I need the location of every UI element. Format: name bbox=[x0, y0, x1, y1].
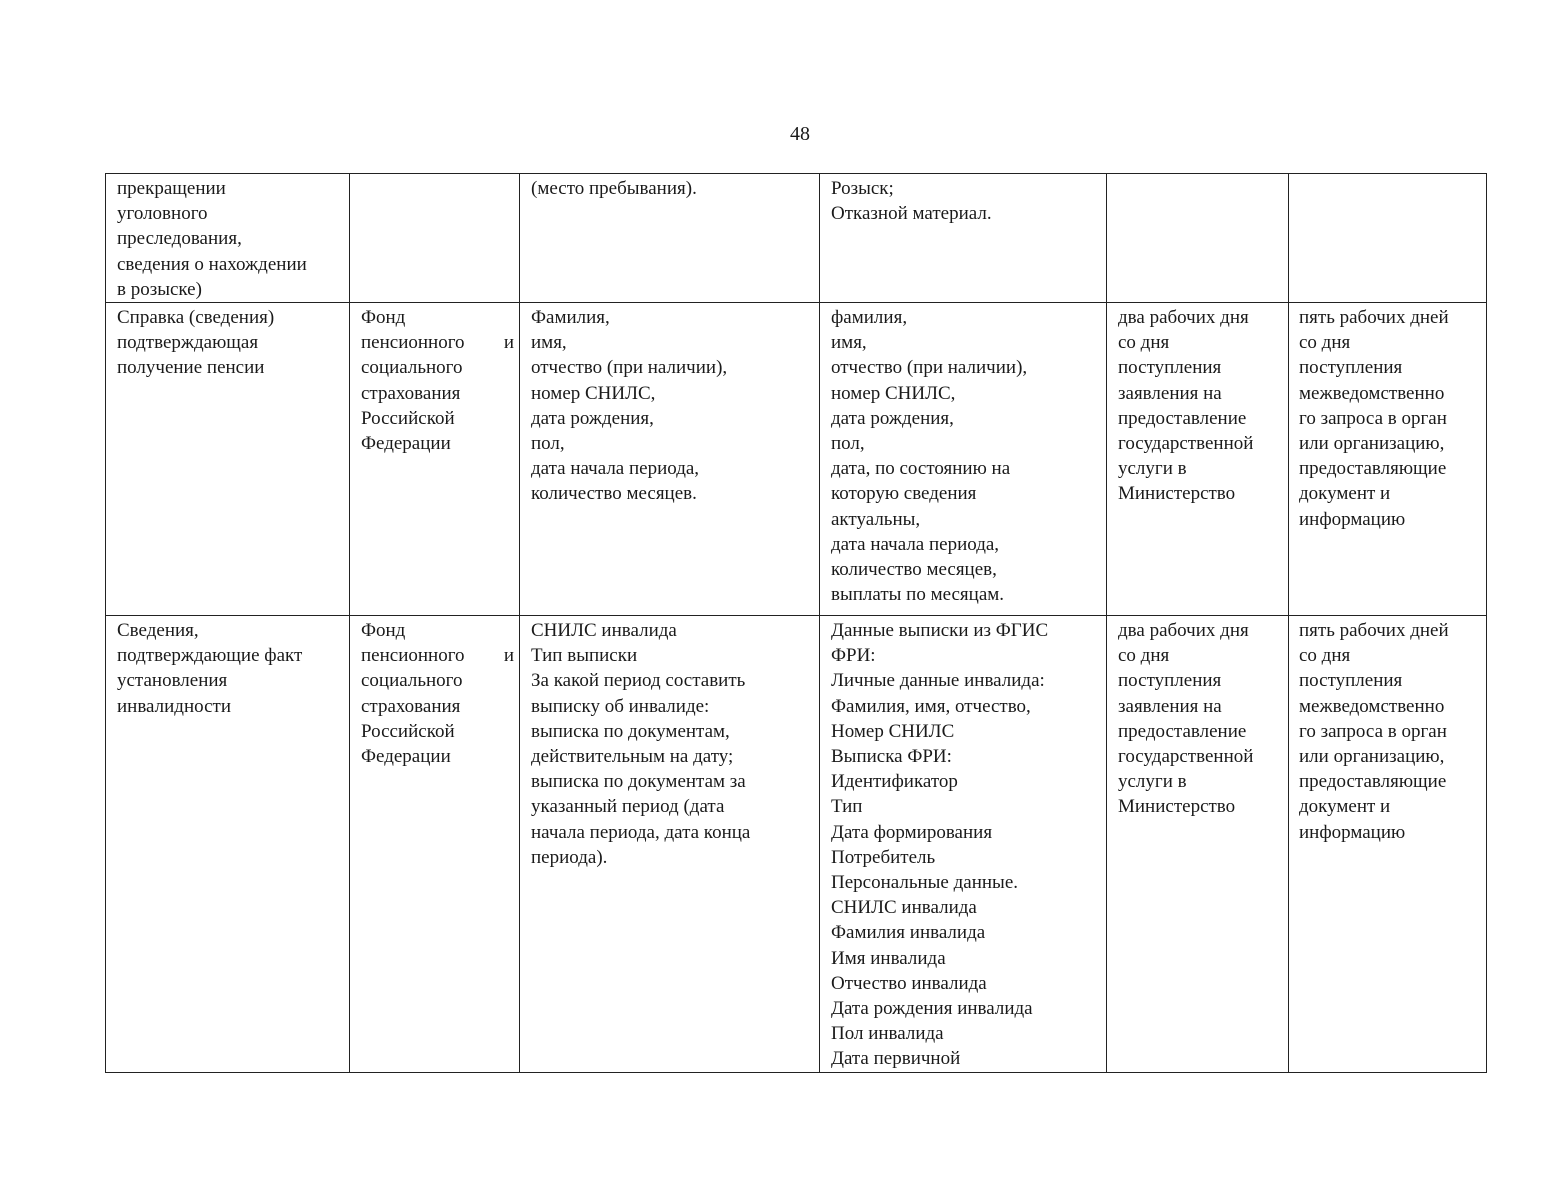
cell-text-line: Фамилия, имя, отчество, bbox=[831, 695, 1031, 717]
cell-text-line: СНИЛС инвалида bbox=[831, 897, 977, 919]
cell-text-line: отчество (при наличии), bbox=[831, 357, 1028, 379]
cell-text-line: го запроса в орган bbox=[1299, 407, 1447, 429]
cell-text-line: Федерации bbox=[361, 746, 451, 768]
cell-text-line bbox=[361, 643, 514, 668]
cell-text-line: Выписка ФРИ: bbox=[831, 746, 952, 768]
cell-request-deadline bbox=[1107, 174, 1289, 303]
cell-document-name bbox=[106, 303, 350, 616]
table-row-pension-certificate bbox=[106, 303, 1487, 616]
cell-text-line: страхования bbox=[361, 382, 461, 404]
cell-text-line: выплаты по месяцам. bbox=[831, 584, 1005, 606]
cell-text-line: Дата формирования bbox=[831, 821, 993, 843]
cell-text-line: Имя инвалида bbox=[831, 947, 946, 969]
cell-text-line: документ и bbox=[1299, 483, 1391, 505]
cell-text-line: Персональные данные. bbox=[831, 872, 1019, 894]
cell-text-line: Личные данные инвалида: bbox=[831, 670, 1045, 692]
cell-response-deadline bbox=[1289, 303, 1487, 616]
cell-text-line: Российской bbox=[361, 720, 455, 742]
cell-request-fields bbox=[520, 303, 820, 616]
cell-text-line: дата начала периода, bbox=[831, 533, 1000, 555]
cell-text-line: дата рождения, bbox=[831, 407, 954, 429]
cell-text-line: СНИЛС инвалида bbox=[531, 620, 677, 642]
cell-text-line: предоставляющие bbox=[1299, 771, 1447, 793]
cell-text-line: Идентификатор bbox=[831, 771, 958, 793]
cell-text-line: Тип выписки bbox=[531, 645, 638, 667]
cell-text-line: Российской bbox=[361, 407, 455, 429]
cell-text-line: социального bbox=[361, 670, 463, 692]
cell-text-line: межведомственно bbox=[1299, 695, 1445, 717]
cell-text-line: со дня bbox=[1118, 645, 1170, 667]
cell-text-line: Фамилия инвалида bbox=[831, 922, 986, 944]
cell-text-line: номер СНИЛС, bbox=[531, 382, 656, 404]
cell-text-line: уголовного bbox=[117, 203, 208, 225]
cell-text-line: пол, bbox=[831, 433, 865, 455]
cell-text-line: предоставление bbox=[1118, 720, 1247, 742]
cell-text-word: пенсионного bbox=[361, 645, 465, 667]
cell-text-line: поступления bbox=[1118, 357, 1222, 379]
cell-text-line: выписка по документам за bbox=[531, 771, 746, 793]
cell-request-fields bbox=[520, 616, 820, 1073]
cell-text-line: предоставляющие bbox=[1299, 458, 1447, 480]
cell-text-line: Федерации bbox=[361, 433, 451, 455]
cell-text-line: поступления bbox=[1299, 670, 1403, 692]
cell-text-line: Отказной материал. bbox=[831, 203, 992, 225]
cell-text-line: преследования, bbox=[117, 228, 242, 250]
cell-text-line: дата рождения, bbox=[531, 407, 654, 429]
cell-text-line: фамилия, bbox=[831, 307, 908, 329]
cell-request-deadline bbox=[1107, 616, 1289, 1073]
cell-document-name bbox=[106, 174, 350, 303]
cell-text-line: выписка по документам, bbox=[531, 720, 730, 742]
cell-text-line: услуги в bbox=[1118, 771, 1187, 793]
cell-text-line: действительным на дату; bbox=[531, 746, 734, 768]
cell-text-line: или организацию, bbox=[1299, 746, 1445, 768]
cell-text-line: Министерство bbox=[1118, 796, 1236, 818]
cell-text-line: сведения о нахождении bbox=[117, 253, 307, 275]
cell-text-line: имя, bbox=[531, 332, 567, 354]
cell-text-line: пол, bbox=[531, 433, 565, 455]
table-body bbox=[106, 174, 1487, 1073]
cell-text-line: (место пребывания). bbox=[531, 178, 697, 199]
data-table bbox=[105, 173, 1487, 1073]
table-row-criminal-prosecution bbox=[106, 174, 1487, 303]
cell-text-line: начала периода, дата конца bbox=[531, 821, 751, 843]
cell-text-line: получение пенсии bbox=[117, 357, 265, 379]
cell-text-line: За какой период составить bbox=[531, 670, 746, 692]
cell-text-line: социального bbox=[361, 357, 463, 379]
cell-text-line: страхования bbox=[361, 695, 461, 717]
cell-text-line: заявления на bbox=[1118, 382, 1222, 404]
table-row-disability-info bbox=[106, 616, 1487, 1073]
cell-text-line: установления bbox=[117, 670, 228, 692]
cell-text-word: и bbox=[503, 332, 514, 354]
cell-text-line: количество месяцев, bbox=[831, 559, 997, 581]
cell-text-line: Сведения, bbox=[117, 620, 199, 642]
cell-provider bbox=[350, 303, 520, 616]
cell-request-fields bbox=[520, 174, 820, 303]
cell-text-line: межведомственно bbox=[1299, 382, 1445, 404]
cell-response-deadline bbox=[1289, 174, 1487, 303]
cell-text-line: имя, bbox=[831, 332, 867, 354]
cell-request-deadline bbox=[1107, 303, 1289, 616]
cell-text-line: Министерство bbox=[1118, 483, 1236, 505]
cell-response-fields bbox=[820, 303, 1107, 616]
cell-text-line: документ и bbox=[1299, 796, 1391, 818]
cell-text-line: прекращении bbox=[117, 178, 226, 199]
cell-text-line: государственной bbox=[1118, 746, 1254, 768]
cell-text-line: информацию bbox=[1299, 821, 1406, 843]
cell-text-line: Дата первичной bbox=[831, 1048, 961, 1070]
cell-text-line: которую сведения bbox=[831, 483, 977, 505]
cell-text-line: ФРИ: bbox=[831, 645, 876, 667]
cell-text-line: Отчество инвалида bbox=[831, 972, 987, 994]
cell-text-line: пять рабочих дней bbox=[1299, 620, 1449, 642]
cell-text-line: предоставление bbox=[1118, 407, 1247, 429]
cell-text-line: два рабочих дня bbox=[1118, 307, 1249, 329]
cell-provider bbox=[350, 616, 520, 1073]
cell-text-line: со дня bbox=[1299, 645, 1351, 667]
cell-text-line: поступления bbox=[1299, 357, 1403, 379]
cell-text-line: дата начала периода, bbox=[531, 458, 700, 480]
cell-text-line: Потребитель bbox=[831, 846, 936, 868]
cell-text-line: или организацию, bbox=[1299, 433, 1445, 455]
cell-response-fields bbox=[820, 174, 1107, 303]
cell-text-line: два рабочих дня bbox=[1118, 620, 1249, 642]
cell-text-line: инвалидности bbox=[117, 695, 232, 717]
cell-provider bbox=[350, 174, 520, 303]
cell-text-line: в розыске) bbox=[117, 278, 202, 300]
cell-text-line: Фамилия, bbox=[531, 307, 610, 329]
cell-text-line: Фонд bbox=[361, 307, 406, 329]
cell-text-line: Тип bbox=[831, 796, 863, 818]
cell-text-line: подтверждающая bbox=[117, 332, 259, 354]
cell-text-line: периода). bbox=[531, 846, 608, 868]
cell-text-line: со дня bbox=[1118, 332, 1170, 354]
cell-response-deadline bbox=[1289, 616, 1487, 1073]
cell-text-line: Фонд bbox=[361, 620, 406, 642]
cell-text-line bbox=[361, 330, 514, 355]
cell-text-word: и bbox=[503, 645, 514, 667]
cell-response-fields bbox=[820, 616, 1107, 1073]
cell-text-line: отчество (при наличии), bbox=[531, 357, 728, 379]
cell-text-line: со дня bbox=[1299, 332, 1351, 354]
cell-text-line: Номер СНИЛС bbox=[831, 720, 955, 742]
cell-text-line: пять рабочих дней bbox=[1299, 307, 1449, 329]
page-number: 48 bbox=[790, 123, 810, 145]
cell-text-line: Справка (сведения) bbox=[117, 307, 275, 329]
cell-text-line: государственной bbox=[1118, 433, 1254, 455]
cell-text-line: количество месяцев. bbox=[531, 483, 697, 505]
cell-text-line: информацию bbox=[1299, 508, 1406, 530]
cell-text-line: актуальны, bbox=[831, 508, 921, 530]
cell-text-line: заявления на bbox=[1118, 695, 1222, 717]
cell-text-line: го запроса в орган bbox=[1299, 720, 1447, 742]
cell-text-line: Данные выписки из ФГИС bbox=[831, 620, 1049, 642]
cell-text-line: Розыск; bbox=[831, 178, 894, 199]
cell-text-line: Пол инвалида bbox=[831, 1023, 944, 1045]
cell-text-line: услуги в bbox=[1118, 458, 1187, 480]
cell-text-line: подтверждающие факт bbox=[117, 645, 303, 667]
cell-text-line: дата, по состоянию на bbox=[831, 458, 1011, 480]
cell-text-line: Дата рождения инвалида bbox=[831, 998, 1033, 1020]
cell-text-line: номер СНИЛС, bbox=[831, 382, 956, 404]
cell-text-line: выписку об инвалиде: bbox=[531, 695, 710, 717]
cell-text-line: указанный период (дата bbox=[531, 796, 725, 818]
cell-text-word: пенсионного bbox=[361, 332, 465, 354]
cell-document-name bbox=[106, 616, 350, 1073]
cell-text-line: поступления bbox=[1118, 670, 1222, 692]
